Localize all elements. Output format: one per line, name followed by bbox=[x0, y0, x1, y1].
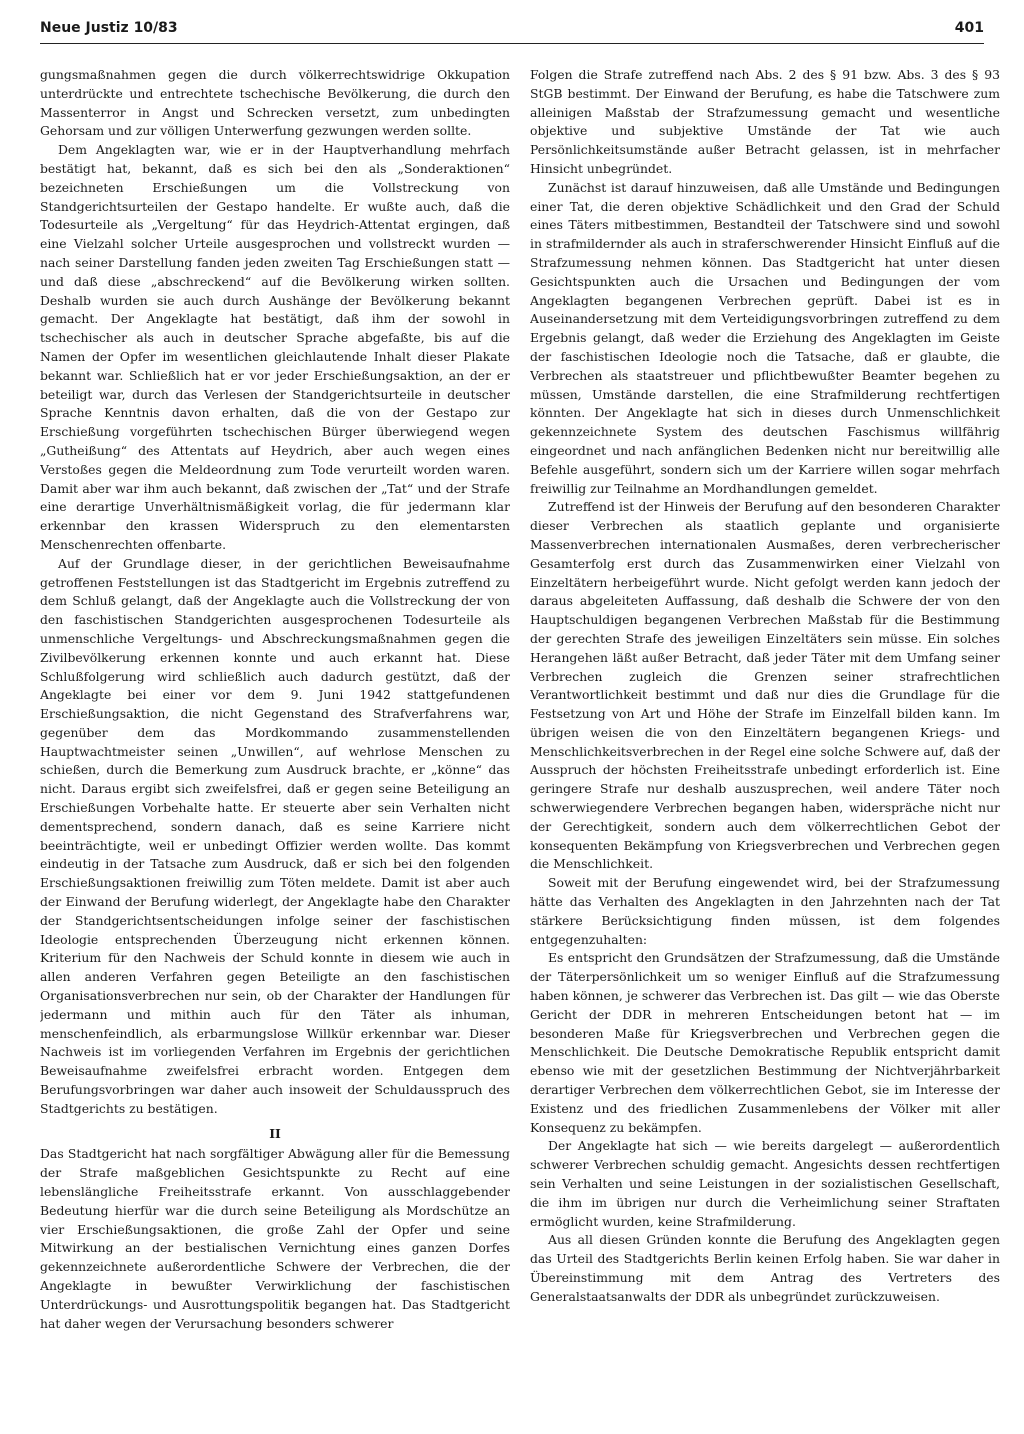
paragraph: Dem Angeklagten war, wie er in der Hauptverhandlung mehrfach bestätigt hat, bekannt, daß es sich bei den als „Sonderaktionen“ bezeichneten Erschießungen um die Vollstreckung von Standgerichtsurteilen der Gestapo handelte. Er wußte auch, daß die Todesurteile als „Vergeltung“ für das Heydrich-Attentat ergingen, daß eine Vielzahl solcher Urteile ausgesprochen und vollstreckt wurden — nach seiner Darstellung fanden jeden zweiten Tag Erschießungen statt — und daß diese „abschreckend“ auf die Bevölkerung wirken sollten. Deshalb wurden sie auch durch Aushänge der Bevölkerung bekannt gemacht. Der Angeklagte hat bestätigt, daß ihm der sowohl in tschechischer als auch in deutscher Sprache abgefaßte, bis auf die Namen der Opfer im wesentlichen gleichlautende Inhalt dieser Plakate bekannt war. Schließlich hat er vor jeder Erschießungsaktion, an der er beteiligt war, durch das Verlesen der Standgerichtsurteile in deutscher Sprache Kenntnis davon erhalten, daß die von der Gestapo zur Erschießung vorgeführten tschechischen Bürger überwiegend wegen „Gutheißung“ des Attentats auf Heydrich, aber auch wegen eines Verstoßes gegen die Meldeordnung zum Tode verurteilt worden waren. Damit aber war ihm auch bekannt, daß zwischen der „Tat“ und der Strafe eine derartige Unverhältnismäßigkeit vorlag, die für jedermann klar erkennbar den krassen Widerspruch zu den elementarsten Menschenrechten offenbarte. bbox=[40, 142, 510, 552]
page-number: 401 bbox=[954, 20, 984, 36]
paragraph: Das Stadtgericht hat nach sorgfältiger Abwägung aller für die Bemessung der Strafe maßgeblichen Gesichtspunkte zu Recht auf eine lebenslängliche Freiheitsstrafe erkannt. Von ausschlaggebender Bedeutung hierfür war die durch seine Beteiligung als Mordschütze an vier Erschießungsaktionen, die große Zahl der Opfer und seine Mitwirkung an der bestialischen Vernichtung eines ganzen Dorfes gekennzeichnete außerordentliche Schwere der Verbrechen, die der Angeklagte in bewußter Verwirklichung der faschistischen Unterdrückungs- und Ausrottungspolitik begangen hat. Das Stadtgericht hat daher wegen der Verursachung besonders schwerer bbox=[40, 1146, 510, 1331]
paragraph: Zutreffend ist der Hinweis der Berufung auf den besonderen Charakter dieser Verbrechen als staatlich geplante und organisierte Massenverbrechen internationalen Ausmaßes, deren verbrecherischer Gesamterfolg erst durch das Zusammenwirken einer Vielzahl von Einzeltätern herbeigeführt wurde. Nicht gefolgt werden kann jedoch der daraus abgeleiteten Auffassung, daß deshalb die Schwere der von den Hauptschuldigen begangenen Verbrechen Maßstab für die Bestimmung der gerechten Strafe des jeweiligen Einzeltäters sein müsse. Ein solches Herangehen läßt außer Betracht, daß jeder Täter mit dem Umfang seiner Verbrechen zugleich die Grenzen seiner strafrechtlichen Verantwortlichkeit bestimmt und daß nur dies die Grundlage für die Festsetzung von Art und Höhe der Strafe im Einzelfall bilden kann. Im übrigen weisen die von den Einzeltätern begangenen Kriegs- und Menschlichkeitsverbrechen in der Regel eine solche Schwere auf, daß der Ausspruch der höchsten Freiheitsstrafe unbedingt erforderlich ist. Eine geringere Strafe nur deshalb auszusprechen, weil andere Täter noch schwerwiegendere Verbrechen begangen haben, widerspräche nicht nur der Gerechtigkeit, sondern auch dem völkerrechtlichen Gebot der konsequenten Bekämpfung von Kriegsverbrechen und Verbrechen gegen die Menschlichkeit. bbox=[530, 499, 1000, 872]
journal-title: Neue Justiz 10/83 bbox=[40, 20, 178, 36]
section-heading: II bbox=[269, 1125, 281, 1141]
paragraph: Der Angeklagte hat sich — wie bereits dargelegt — außerordentlich schwerer Verbrechen schuldig gemacht. Angesichts dessen rechtfertigen sein Verhalten und seine Leistungen in der sozialistischen Gesellschaft, die ihm im übrigen nur durch die Verheimlichung seiner Straftaten ermöglicht wurden, keine Strafmilderung. bbox=[530, 1138, 1000, 1229]
header-rule bbox=[40, 43, 984, 44]
paragraph: Zunächst ist darauf hinzuweisen, daß alle Umstände und Bedingungen einer Tat, die deren objektive Schädlichkeit und den Grad der Schuld eines Täters mitbestimmen, Bestandteil der Tatschwere sind und sowohl in strafmildernder als auch in straferschwerender Hinsicht Einfluß auf die Strafzumessung nehmen können. Das Stadtgericht hat unter diesen Gesichtspunkten auch die Ursachen und Bedingungen der vom Angeklagten begangenen Verbrechen geprüft. Dabei ist es in Auseinandersetzung mit dem Verteidigungsvorbringen zutreffend zu dem Ergebnis gelangt, daß weder die Erziehung des Angeklagten im Geiste der faschistischen Ideologie noch die Tatsache, daß er glaubte, die Verbrechen als staatstreuer und pflichtbewußter Beamter begehen zu müssen, Umstände darstellen, die eine Strafmilderung rechtfertigen könnten. Der Angeklagte hat sich in dieses durch Unmenschlichkeit gekennzeichnete System des deutschen Faschismus willfährig eingeordnet und nach anfänglichen Bedenken nicht nur bereitwillig alle Befehle ausgeführt, sondern sich um der Karriere willen sogar mehrfach freiwillig zur Teilnahme an Mordhandlungen gemeldet. bbox=[530, 179, 1000, 496]
paragraph: Auf der Grundlage dieser, in der gerichtlichen Beweisaufnahme getroffenen Feststellungen ist das Stadtgericht im Ergebnis zutreffend zu dem Schluß gelangt, daß der Angeklagte auch die Vollstreckung der von den faschistischen Standgerichten ausgesprochenen Todesurteile als unmenschliche Vergeltungs- und Abschreckungsmaßnahmen gegen die Zivilbevölkerung erkennen konnte und auch erkannt hat. Diese Schlußfolgerung wird schließlich auch dadurch gestützt, daß der Angeklagte bei einer vor dem 9. Juni 1942 stattgefundenen Erschießungsaktion, die nicht Gegenstand des Strafverfahrens war, gegenüber dem das Mordkommando zusammenstellenden Hauptwachtmeister seinen „Unwillen“, auf wehrlose Menschen zu schießen, durch die Bemerkung zum Ausdruck brachte, er „könne“ das nicht. Daraus ergibt sich zweifelsfrei, daß er gegen seine Beteiligung an Erschießungen Vorbehalte hatte. Er steuerte aber sein Verhalten nicht dementsprechend, sondern danach, daß es seine Karriere nicht beeinträchtigte, weil er unbedingt Offizier werden wollte. Das kommt eindeutig in der Tatsache zum Ausdruck, daß er sich bei den folgenden Erschießungsaktionen freiwillig zum Töten meldete. Damit ist aber auch der Einwand der Berufung widerlegt, der Angeklagte habe den Charakter der Standgerichtsentscheidungen infolge seiner der faschistischen Ideologie entsprechenden Überzeugung nicht erkennen können. Kriterium für den Nachweis der Schuld konnte in diesem wie auch in allen anderen Verfahren gegen Beteiligte an den faschistischen Organisationsverbrechen nur sein, ob der Charakter der Handlungen für jedermann und mithin auch für den Täter als inhuman, menschenfeindlich, als erbarmungslose Willkür erkennbar war. Dieser Nachweis ist im vorliegenden Verfahren im Ergebnis der gerichtlichen Beweisaufnahme zweifelsfrei erbracht worden. Entgegen dem Berufungsvorbringen war daher auch insoweit der Schuldausspruch des Stadtgerichts zu bestätigen. bbox=[40, 555, 510, 1116]
right-column bbox=[530, 66, 1000, 1416]
paragraph: Es entspricht den Grundsätzen der Strafzumessung, daß die Umstände der Täterpersönlichkeit um so weniger Einfluß auf die Strafzumessung haben können, je schwerer das Verbrechen ist. Das gilt — wie das Oberste Gericht der DDR in mehreren Entscheidungen betont hat — im besonderen Maße für Kriegsverbrechen und Verbrechen gegen die Menschlichkeit. Die Deutsche Demokratische Republik entspricht damit ebenso wie mit der gesetzlichen Bestimmung der Nichtverjährbarkeit derartiger Verbrechen dem völkerrechtlichen Gebot, sie im Interesse der Existenz und des friedlichen Zusammenlebens der Völker mit aller Konsequenz zu bekämpfen. bbox=[530, 950, 1000, 1135]
paragraph: Folgen die Strafe zutreffend nach Abs. 2 des § 91 bzw. Abs. 3 des § 93 StGB bestimmt. Der Einwand der Berufung, es habe die Tatschwere zum alleinigen Maßstab der Strafzumessung gemacht und wesentliche objektive und subjektive Umstände der Tat wie auch Persönlichkeitsumstände außer Betracht gelassen, ist in mehrfacher Hinsicht unbegründet. bbox=[530, 67, 1000, 176]
left-column bbox=[40, 66, 510, 1416]
page-header bbox=[40, 20, 984, 54]
paragraph: gungsmaßnahmen gegen die durch völkerrechtswidrige Okkupation unterdrückte und entrechtete tschechische Bevölkerung, die durch den Massenterror in Angst und Schrecken versetzt, zum unbedingten Gehorsam und zur völligen Unterwerfung gezwungen werden sollte. bbox=[40, 67, 510, 139]
paragraph: Aus all diesen Gründen konnte die Berufung des Angeklagten gegen das Urteil des Stadtgerichts Berlin keinen Erfolg haben. Sie war daher in Übereinstimmung mit dem Antrag des Vertreters des Generalstaatsanwalts der DDR als unbegründet zurückzuweisen. bbox=[530, 1232, 1000, 1304]
paragraph: Soweit mit der Berufung eingewendet wird, bei der Strafzumessung hätte das Verhalten des Angeklagten in den Jahrzehnten nach der Tat stärkere Berücksichtigung finden müssen, ist dem folgendes entgegenzuhalten: bbox=[530, 875, 1000, 947]
